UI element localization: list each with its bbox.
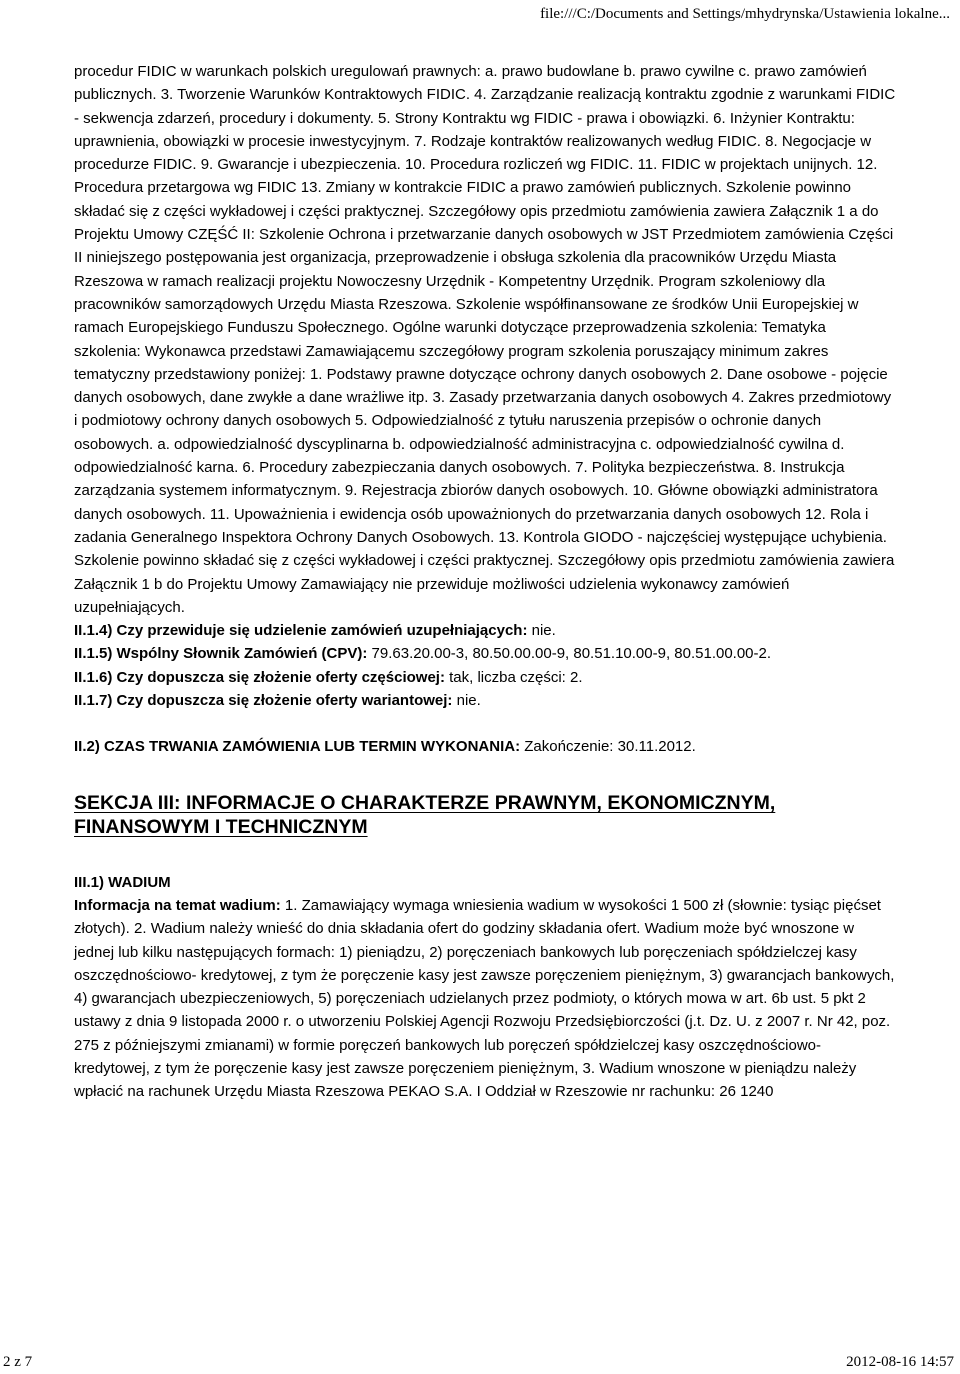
czas-value: Zakończenie: 30.11.2012. <box>520 738 696 756</box>
field-value: 79.63.20.00-3, 80.50.00.00-9, 80.51.10.00-9, 80.51.00.00-2. <box>367 645 772 663</box>
field-value: nie. <box>527 622 556 640</box>
wadium-info <box>74 894 896 1104</box>
section-heading: SEKCJA III: INFORMACJE O CHARAKTERZE PRAWNYM, EKONOMICZNYM, FINANSOWYM I TECHNICZNYM <box>74 791 776 838</box>
czas-trwania <box>74 735 896 758</box>
field-value: tak, liczba części: 2. <box>444 668 583 686</box>
field-label: II.1.6) Czy dopuszcza się złożenie oferty częściowej: <box>74 668 445 686</box>
print-header-url: file:///C:/Documents and Settings/mhydrynska/Ustawienia lokalne... <box>540 6 950 22</box>
field-uzupelniajace <box>74 619 896 642</box>
print-footer-page-number: 2 z 7 <box>3 1354 33 1370</box>
field-label: II.1.5) Wspólny Słownik Zamówień (CPV): <box>74 645 368 663</box>
print-footer-datetime: 2012-08-16 14:57 <box>846 1354 954 1370</box>
field-label: II.1.7) Czy dopuszcza się złożenie oferty wariantowej: <box>74 692 453 710</box>
czas-label: II.2) CZAS TRWANIA ZAMÓWIENIA LUB TERMIN WYKONANIA: <box>74 738 521 756</box>
subsection-title: III.1) WADIUM <box>74 873 171 891</box>
document-content <box>74 60 896 1104</box>
field-oferta-wariantowa <box>74 689 896 712</box>
field-oferta-czesciowa <box>74 666 896 689</box>
wadium-value: 1. Zamawiający wymaga wniesienia wadium w wysokości 1 500 zł (słownie: tysiąc pięćset złotych). 2. Wadium należy wnieść do dnia składania ofert do godziny składania ofert. Wadium może być wnoszone w jednej lub kilku następujących formach: 1) pieniądzu, 2) poręczeniach bankowych lub poręczeniach spółdzielczej kasy oszczędnościowo- kredytowej, z tym że poręczenie kasy jest zawsze poręczeniem pieniężnym, 3) gwarancjach bankowych, 4) gwarancjach ubezpieczeniowych, 5) poręczeniach udzielanych przez podmioty, o których mowa w art. 6b ust. 5 pkt 2 ustawy z dnia 9 listopada 2000 r. o utworzeniu Polskiej Agencji Rozwoju Przedsiębiorczości (j.t. Dz. U. z 2007 r. Nr 42, poz. 275 z późniejszymi zmianami) w formie poręczeń bankowych lub poręczeń spółdzielczej kasy oszczędnościowo-kredytowej, z tym że poręczenie kasy jest zawsze poręczeniem pieniężnym, 3. Wadium wnoszone w pieniądzu należy wpłacić na rachunek Urzędu Miasta Rzeszowa PEKAO S.A. I Oddział w Rzeszowie nr rachunku: 26 1240 <box>74 896 895 1101</box>
field-cpv <box>74 642 896 665</box>
wadium-label: Informacja na temat wadium: <box>74 896 281 914</box>
field-label: II.1.4) Czy przewiduje się udzielenie zamówień uzupełniających: <box>74 622 528 640</box>
body-paragraph: procedur FIDIC w warunkach polskich uregulowań prawnych: a. prawo budowlane b. prawo cywilne c. prawo zamówień publicznych. 3. Tworzenie Warunków Kontraktowych FIDIC. 4. Zarządzanie realizacją kontraktu zgodnie z warunkami FIDIC - sekwencja zdarzeń, procedury i dokumenty. 5. Strony Kontraktu wg FIDIC - prawa i obowiązki. 6. Inżynier Kontraktu: uprawnienia, obowiązki w procesie inwestycyjnym. 7. Rodzaje kontraktów realizowanych według FIDIC. 8. Negocjacje w procedurze FIDIC. 9. Gwarancje i ubezpieczenia. 10. Procedura rozliczeń wg FIDIC. 11. FIDIC w projektach unijnych. 12. Procedura przetargowa wg FIDIC 13. Zmiany w kontrakcie FIDIC a prawo zamówień publicznych. Szkolenie powinno składać się z części wykładowej i części praktycznej. Szczegółowy opis przedmiotu zamówienia zawiera Załącznik 1 a do Projektu Umowy CZĘŚĆ II: Szkolenie Ochrona i przetwarzanie danych osobowych w JST Przedmiotem zamówienia Części II niniejszego postępowania jest organizacja, przeprowadzenie i obsługa szkolenia dla pracowników Urzędu Miasta Rzeszowa w ramach realizacji projektu Nowoczesny Urzędnik - Kompetentny Urzędnik. Program szkoleniowy dla pracowników samorządowych Urzędu Miasta Rzeszowa. Szkolenie współfinansowane ze środków Unii Europejskiej w ramach Europejskiego Funduszu Społecznego. Ogólne warunki dotyczące przeprowadzenia szkolenia: Tematyka szkolenia: Wykonawca przedstawi Zamawiającemu szczegółowy program szkolenia poruszający minimum zakres tematyczny przedstawiony poniżej: 1. Podstawy prawne dotyczące ochrony danych osobowych 2. Dane osobowe - pojęcie danych osobowych, dane zwykłe a dane wrażliwe itp. 3. Zasady przetwarzania danych osobowych 4. Zakres przedmiotowy i podmiotowy ochrony danych osobowych 5. Odpowiedzialność z tytułu naruszenia przepisów o ochronie danych osobowych. a. odpowiedzialność dyscyplinarna b. odpowiedzialność administracyjna c. odpowiedzialność cywilna d. odpowiedzialność karna. 6. Procedury zabezpieczania danych osobowych. 7. Polityka bezpieczeństwa. 8. Instrukcja zarządzania systemem informatycznym. 9. Rejestracja zbiorów danych osobowych. 10. Główne obowiązki administratora danych osobowych. 11. Upoważnienia i ewidencja osób upoważnionych do przetwarzania danych osobowych 12. Rola i zadania Generalnego Inspektora Ochrony Danych Osobowych. 13. Kontrola GIODO - najczęściej występujące uchybienia. Szkolenie powinno składać się z części wykładowej i części praktycznej. Szczegółowy opis przedmiotu zamówienia zawiera Załącznik 1 b do Projektu Umowy Zamawiający nie przewiduje możliwości udzielenia wykonawcy zamówień uzupełniających. <box>74 63 896 616</box>
field-value: nie. <box>452 692 481 710</box>
